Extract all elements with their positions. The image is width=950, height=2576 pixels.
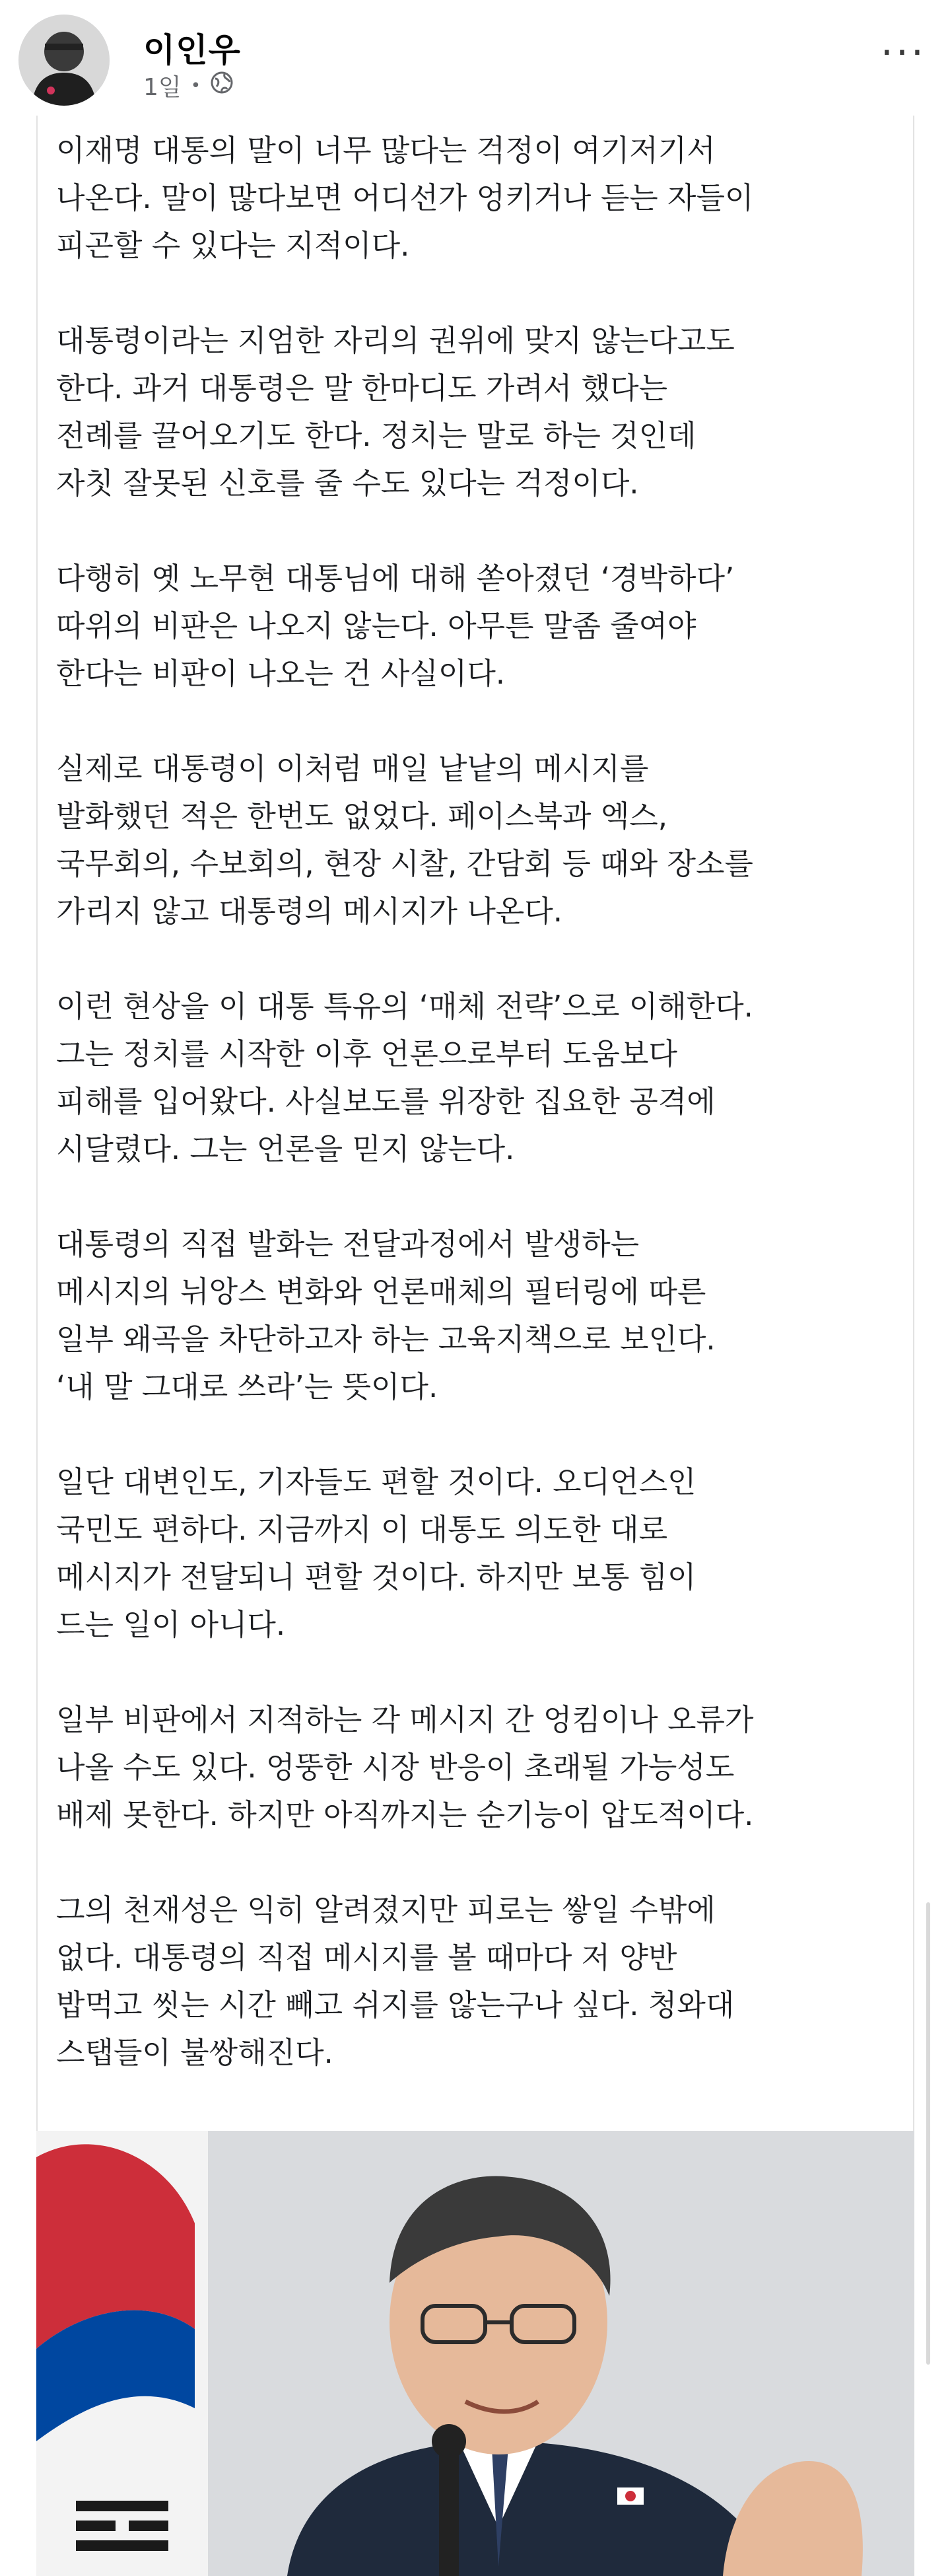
post-paragraph: 대통령이라는 지엄한 자리의 권위에 맞지 않는다고도 한다. 과거 대통령은 말 한마디도 가려서 했다는 전례를 끌어오기도 한다. 정치는 말로 하는 것인데 자칫 잘못된 신호를 줄 수도 있다는 걱정이다. <box>56 323 735 501</box>
post-paragraph: 이런 현상을 이 대통 특유의 ‘매체 전략’으로 이해한다. 그는 정치를 시작한 이후 언론으로부터 도움보다 피해를 입어왔다. 사실보도를 위장한 집요한 공격에 시달렸다. 그는 언론을 믿지 않는다. <box>56 989 753 1166</box>
more-icon[interactable]: ··· <box>880 30 926 76</box>
post-photo[interactable] <box>36 2131 914 2576</box>
post-meta <box>143 69 234 102</box>
avatar-image <box>18 15 110 106</box>
post-paragraph: 이재명 대통의 말이 너무 많다는 걱정이 여기저기서 나온다. 말이 많다보면 어디선가 엉키거나 듣는 자들이 피곤할 수 있다는 지적이다. <box>56 133 754 263</box>
photo-illustration <box>36 2131 914 2576</box>
scrollbar[interactable] <box>926 1902 930 2365</box>
post-body <box>56 127 914 2124</box>
globe-icon[interactable] <box>210 71 234 100</box>
post-paragraph: 일부 비판에서 지적하는 각 메시지 간 엉킴이나 오류가 나올 수도 있다. 엉뚱한 시장 반응이 초래될 가능성도 배제 못한다. 하지만 아직까지는 순기능이 압도적이다. <box>56 1702 754 1832</box>
post-paragraph: 일단 대변인도, 기자들도 편할 것이다. 오디언스인 국민도 편하다. 지금까지 이 대통도 의도한 대로 메시지가 전달되니 편할 것이다. 하지만 보통 힘이 드는 일이 아니다. <box>56 1464 696 1642</box>
post-time[interactable]: 1일 <box>143 74 182 101</box>
post-paragraph: 그의 천재성은 익히 알려졌지만 피로는 쌓일 수밖에 없다. 대통령의 직접 메시지를 볼 때마다 저 양반 밥먹고 씻는 시간 빼고 쉬지를 않는구나 싶다. 청와대 스탭들이 불쌍해진다. <box>56 1892 735 2070</box>
avatar[interactable] <box>18 15 110 106</box>
post-paragraph: 대통령의 직접 발화는 전달과정에서 발생하는 메시지의 뉘앙스 변화와 언론매체의 필터링에 따른 일부 왜곡을 차단하고자 하는 고육지책으로 보인다. ‘내 말 그대로 쓰라’는 뜻이다. <box>56 1227 716 1404</box>
author-name[interactable]: 이인우 <box>143 31 241 69</box>
post-paragraph: 실제로 대통령이 이처럼 매일 낱낱의 메시지를 발화했던 적은 한번도 없었다. 페이스북과 엑스, 국무회의, 수보회의, 현장 시찰, 간담회 등 때와 장소를 가리지 않고 대통령의 메시지가 나온다. <box>56 751 753 929</box>
post-header <box>0 0 950 116</box>
post-paragraph: 다행히 옛 노무현 대통님에 대해 쏟아졌던 ‘경박하다’ 따위의 비판은 나오지 않는다. 아무튼 말좀 줄여야 한다는 비판이 나오는 건 사실이다. <box>56 561 735 691</box>
meta-separator: • <box>190 75 201 96</box>
